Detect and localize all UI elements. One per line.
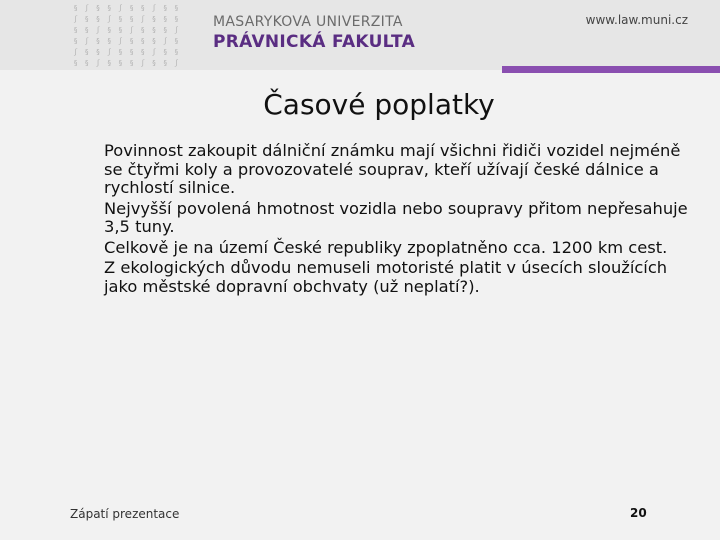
logo-glyph: § bbox=[151, 25, 157, 34]
logo-glyph: § bbox=[73, 25, 78, 34]
logo-glyph: ʃ bbox=[118, 3, 123, 12]
logo-glyph: § bbox=[140, 36, 145, 45]
logo-glyph: § bbox=[140, 25, 145, 34]
logo-glyph: § bbox=[118, 58, 123, 67]
logo-glyph: ʃ bbox=[174, 25, 179, 34]
logo-glyph: § bbox=[107, 25, 112, 34]
logo-glyph: § bbox=[174, 14, 179, 23]
logo-glyph: § bbox=[129, 14, 134, 23]
website-url[interactable]: www.law.muni.cz bbox=[585, 13, 688, 27]
page-number: 20 bbox=[630, 506, 647, 520]
logo-glyph: § bbox=[163, 25, 168, 34]
logo-glyph: § bbox=[174, 47, 179, 56]
logo-glyph: ʃ bbox=[129, 25, 134, 34]
logo-glyph: § bbox=[73, 58, 78, 67]
logo-glyph: ʃ bbox=[107, 14, 112, 23]
logo-glyph: § bbox=[95, 36, 101, 45]
logo-glyph: ʃ bbox=[84, 36, 89, 45]
paragraph: Nejvyšší povolená hmotnost vozidla nebo soupravy přitom nepřesahuje 3,5 tuny. bbox=[104, 198, 688, 236]
university-name: MASARYKOVA UNIVERZITA bbox=[213, 14, 403, 30]
paragraph: Povinnost zakoupit dálniční známku mají všichni řidiči vozidel nejméně se čtyřmi koly a provozovatelé souprav, kteří užívají české dálnice a rychlostí silnice. bbox=[104, 141, 681, 197]
logo-glyph: § bbox=[174, 3, 179, 12]
logo-glyph: § bbox=[151, 58, 157, 67]
logo-glyph: ʃ bbox=[118, 36, 123, 45]
slide-body bbox=[104, 142, 694, 298]
logo-glyph: § bbox=[118, 14, 123, 23]
faculty-name: PRÁVNICKÁ FAKULTA bbox=[213, 32, 416, 52]
logo-glyph: ʃ bbox=[73, 47, 78, 56]
logo-glyph: § bbox=[107, 3, 112, 12]
logo-glyph: § bbox=[73, 3, 78, 12]
logo-glyph: ʃ bbox=[84, 3, 89, 12]
logo-glyph: ʃ bbox=[163, 36, 168, 45]
logo-glyph: § bbox=[118, 25, 123, 34]
footer-text: Zápatí prezentace bbox=[70, 507, 180, 521]
logo-glyph: § bbox=[140, 47, 145, 56]
logo-glyph: § bbox=[151, 14, 157, 23]
logo-glyph: § bbox=[129, 58, 134, 67]
logo-glyph: § bbox=[129, 47, 134, 56]
logo-glyph: § bbox=[84, 25, 89, 34]
logo-glyph: § bbox=[163, 47, 168, 56]
slide-title: Časové poplatky bbox=[263, 88, 495, 121]
logo-glyph: § bbox=[140, 3, 145, 12]
logo-glyph: § bbox=[129, 3, 134, 12]
logo-glyph: § bbox=[73, 36, 78, 45]
paragraph: Celkově je na území České republiky zpoplatněno cca. 1200 km cest. bbox=[104, 237, 668, 257]
logo-glyph: § bbox=[174, 36, 179, 45]
logo-glyph: § bbox=[95, 3, 101, 12]
logo-glyph: ʃ bbox=[73, 14, 78, 23]
logo-glyph: § bbox=[163, 14, 168, 23]
logo-glyph: ʃ bbox=[140, 58, 145, 67]
logo-glyph: § bbox=[151, 36, 157, 45]
logo-glyph: § bbox=[163, 58, 168, 67]
logo-glyph: § bbox=[107, 58, 112, 67]
logo-glyph: § bbox=[129, 36, 134, 45]
accent-bar bbox=[502, 66, 720, 73]
logo-glyph: § bbox=[84, 58, 89, 67]
logo-glyph: § bbox=[95, 47, 101, 56]
logo-glyph: § bbox=[84, 47, 89, 56]
logo-glyph: § bbox=[107, 36, 112, 45]
logo-glyph: ʃ bbox=[151, 47, 157, 56]
paragraph: Z ekologických důvodu nemuseli motoristé platit v úsecích sloužících jako městské dopravní obchvaty (už neplatí?). bbox=[104, 258, 668, 296]
logo-glyph: § bbox=[163, 3, 168, 12]
logo-glyph: ʃ bbox=[95, 25, 101, 34]
logo-glyph: ʃ bbox=[107, 47, 112, 56]
logo-glyph: § bbox=[84, 14, 89, 23]
slide-header bbox=[0, 0, 720, 70]
logo-glyph: ʃ bbox=[140, 14, 145, 23]
logo-glyph: ʃ bbox=[174, 58, 179, 67]
logo-glyph: ʃ bbox=[151, 3, 157, 12]
logo-glyph: § bbox=[95, 14, 101, 23]
university-logo-pattern bbox=[70, 2, 182, 68]
logo-glyph: § bbox=[118, 47, 123, 56]
logo-glyph: ʃ bbox=[95, 58, 101, 67]
